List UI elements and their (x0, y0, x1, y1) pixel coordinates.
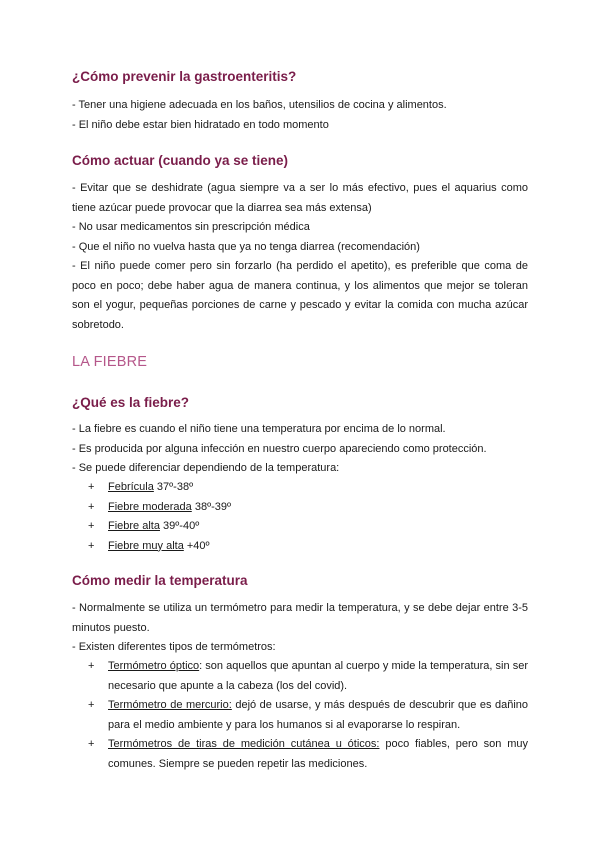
thermometer-bullet-3: + Termómetros de tiras de medición cutánea u óticos: poco fiables, pero son muy comunes. Siempre se pueden repetir las mediciones. (88, 738, 528, 770)
prevent-line-1: - Tener una higiene adecuada en los baños, utensilios de cocina y alimentos. (72, 99, 447, 111)
act-line-2: - No usar medicamentos sin prescripción médica (72, 221, 310, 233)
measure-line-2: - Existen diferentes tipos de termómetros: (72, 641, 276, 653)
prevent-line-2: - El niño debe estar bien hidratado en todo momento (72, 118, 329, 131)
fever-bullet-1: + Febrícula 37º-38º (88, 481, 194, 493)
act-line-3: - Que el niño no vuelva hasta que ya no tenga diarrea (recomendación) (72, 240, 420, 253)
heading-what: ¿Qué es la fiebre? (72, 395, 190, 410)
what-line-1: - La fiebre es cuando el niño tiene una temperatura por encima de lo normal. (72, 423, 446, 435)
thermometer-bullet-2: + Termómetro de mercurio: dejó de usarse, y más después de descubrir que es dañino para el medio ambiente y para los humanos si al evaporarse lo respiran. (88, 699, 528, 731)
measure-line-1: - Normalmente se utiliza un termómetro para medir la temperatura, y se debe dejar entre 3-5 minutos puesto. (72, 602, 528, 634)
heading-prevent: ¿Cómo prevenir la gastroenteritis? (72, 69, 297, 84)
fever-bullet-4: + Fiebre muy alta +40º (88, 539, 210, 552)
title-fever: LA FIEBRE (72, 354, 148, 370)
what-line-3: - Se puede diferenciar dependiendo de la temperatura: (72, 462, 340, 474)
what-line-2: - Es producida por alguna infección en nuestro cuerpo apareciendo como protección. (72, 443, 487, 455)
fever-bullet-2: + Fiebre moderada 38º-39º (88, 500, 232, 513)
heading-act: Cómo actuar (cuando ya se tiene) (72, 153, 289, 168)
fever-bullet-3: + Fiebre alta 39º-40º (88, 520, 200, 532)
act-line-4: - El niño puede comer pero sin forzarlo (ha perdido el apetito), es preferible que coma de poco en poco; debe haber agua de manera continua, y los alimentos que mejor se toleran son el yogur, pequeñas porciones de carne y pescado y evitar la comida con mucha azúcar sobretodo. (72, 260, 528, 331)
act-line-1: - Evitar que se deshidrate (agua siempre va a ser lo más efectivo, pues el aquarius como tiene azúcar puede provocar que la diarrea sea más extensa) (72, 182, 528, 214)
heading-measure: Cómo medir la temperatura (72, 573, 248, 588)
thermometer-bullet-1: + Termómetro óptico: son aquellos que apuntan al cuerpo y mide la temperatura, sin ser necesario que apunte a la cabeza (los del covid). (88, 660, 528, 692)
